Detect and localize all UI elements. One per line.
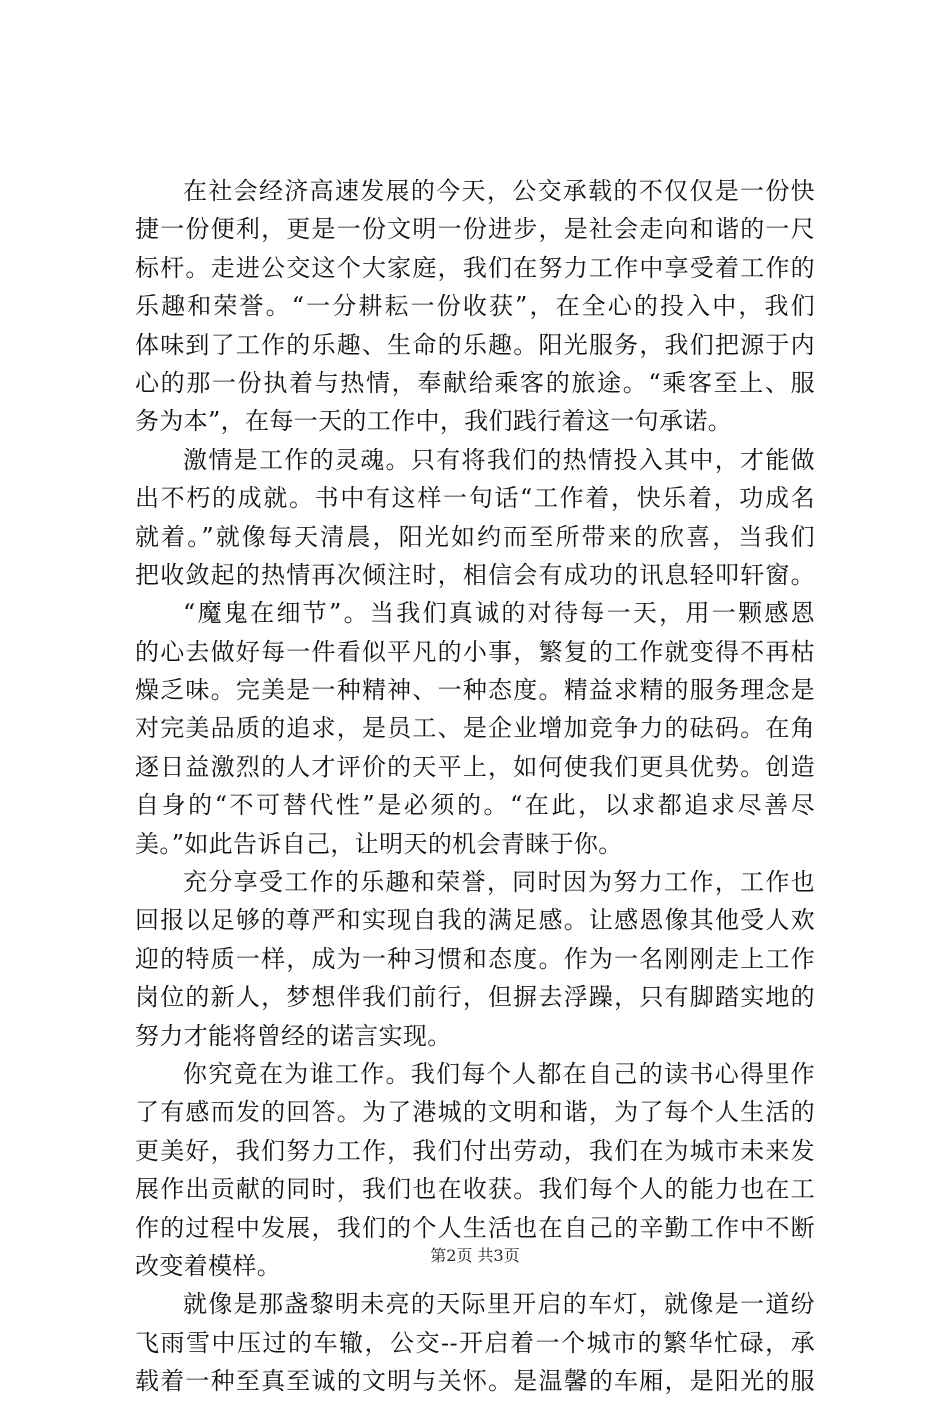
text-line: 标杆。走进公交这个大家庭，我们在努力工作中享受着工作的 <box>135 253 815 282</box>
text-line: 激情是工作的灵魂。只有将我们的热情投入其中，才能做 <box>183 445 815 474</box>
text-line: 展作出贡献的同时，我们也在收获。我们每个人的能力也在工 <box>135 1175 815 1204</box>
text-line: 的心去做好每一件看似平凡的小事，繁复的工作就变得不再枯 <box>135 637 815 666</box>
text-line: 把收敛起的热情再次倾注时，相信会有成功的讯息轻叩轩窗。 <box>135 560 815 589</box>
text-line: 了有感而发的回答。为了港城的文明和谐，为了每个人生活的 <box>135 1098 815 1127</box>
text-line: 务为本”，在每一天的工作中，我们践行着这一句承诺。 <box>135 407 733 436</box>
text-line: 自身的“不可替代性”是必须的。“在此，以求都追求尽善尽 <box>135 791 815 820</box>
text-line: 体味到了工作的乐趣、生命的乐趣。阳光服务，我们把源于内 <box>135 330 815 359</box>
text-line: 更美好，我们努力工作，我们付出劳动，我们在为城市未来发 <box>135 1136 815 1165</box>
text-line: 捷一份便利，更是一份文明一份进步，是社会走向和谐的一尺 <box>135 215 815 244</box>
text-line: 作的过程中发展，我们的个人生活也在自己的辛勤工作中不断 <box>135 1213 815 1242</box>
text-line: 对完美品质的追求，是员工、是企业增加竞争力的砝码。在角 <box>135 714 815 743</box>
text-line: 岗位的新人，梦想伴我们前行，但摒去浮躁，只有脚踏实地的 <box>135 983 815 1012</box>
text-line: 心的那一份执着与热情，奉献给乘客的旅途。“乘客至上、服 <box>135 368 815 397</box>
text-line: 逐日益激烈的人才评价的天平上，如何使我们更具优势。创造 <box>135 752 815 781</box>
text-line: 在社会经济高速发展的今天，公交承载的不仅仅是一份快 <box>183 177 815 205</box>
text-line: 回报以足够的尊严和实现自我的满足感。让感恩像其他受人欢 <box>135 906 815 935</box>
text-line: 载着一种至真至诚的文明与关怀。是温馨的车厢，是阳光的服 <box>135 1367 815 1396</box>
text-line: 迎的特质一样，成为一种习惯和态度。作为一名刚刚走上工作 <box>135 944 815 973</box>
text-line: 飞雨雪中压过的车辙，公交--开启着一个城市的繁华忙碌，承 <box>135 1328 815 1357</box>
text-line: 就像是那盏黎明未亮的天际里开启的车灯，就像是一道纷 <box>183 1290 815 1319</box>
document-body <box>135 172 815 1401</box>
text-line: 燥乏味。完美是一种精神、一种态度。精益求精的服务理念是 <box>135 676 815 705</box>
text-line: “魔鬼在细节”。当我们真诚的对待每一天，用一颗感恩 <box>183 599 815 628</box>
text-line: 美。”如此告诉自己，让明天的机会青睐于你。 <box>135 829 623 858</box>
text-line: 充分享受工作的乐趣和荣誉，同时因为努力工作，工作也 <box>183 868 815 897</box>
text-line: 你究竟在为谁工作。我们每个人都在自己的读书心得里作 <box>183 1059 815 1088</box>
text-line: 出不朽的成就。书中有这样一句话“工作着，快乐着，功成名 <box>135 484 815 513</box>
text-line: 乐趣和荣誉。“一分耕耘一份收获”，在全心的投入中，我们 <box>135 292 815 321</box>
text-line: 努力才能将曾经的诺言实现。 <box>135 1021 452 1050</box>
text-line: 改变着模样。 <box>135 1251 282 1280</box>
page-footer: 第2页 共3页 <box>430 1246 520 1265</box>
text-line: 就着。”就像每天清晨，阳光如约而至所带来的欣喜，当我们 <box>135 522 815 551</box>
